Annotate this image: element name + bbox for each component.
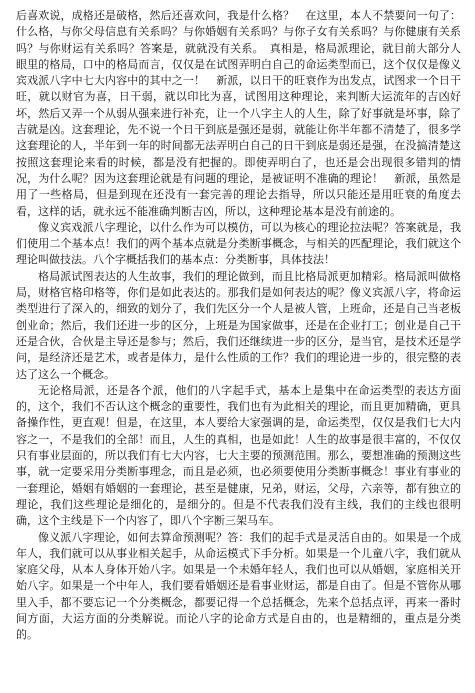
paragraph-5: 像义派八字理论，如何去算命预测呢？答：我们的起手式是灵活自由的。如果是一个成年人，我们就可以从事业相关起手，从命运模式下手分析。如果是一个儿童八字，我们就从家庭父母，从本人身体开始八字。如果是一个未婚年轻人，我们也可以从婚姻，家庭相关开始八字。如果是一个中年人，我们要看婚姻还是看事业财运，都是自由了。但是不管你从哪里入手，都不要忘记一个分类概念，都要记得一个总括概念，先来个总括点评，再来一番时间方面，大运方面的分类解说。而论八字的论命方式是自由的，也是精细的，重点是分类的。 [16, 530, 461, 642]
paragraph-4: 无论格局派，还是各个派，他们的八字起手式，基本上是集中在命运类型的表达方面的，这个，我们不否认这个概念的重要性，我们也有为此相关的理论，而且更加精确，更具备操作性，更直观！但是，在这里，本人要给大家强调的是，命运类型，仅仅是我们七大内容之一，不是我们的全部！而且，人生的真相，也是如此！人生的故事是很丰富的，不仅仅只有事业层面的，所以我们有七大内容，七大主要的预测范围。那么，要想准确的预测这些事，就一定要采用分类断事理念，而且是必须，也必须要使用分类断事概念！事业有事业的一套理论，婚姻有婚姻的一套理论，甚至是健康，兄弟，财运，父母，六亲等，都有独立的理论，我们这些理论是细化的，是细分的。但是不代表我们没有主线，我们的主线也很明确，这个主线是下一个内容了，即八个字断三架马车。 [16, 383, 461, 528]
paragraph-1: 后喜欢说，成格还是破格，然后还喜欢问，我是什么格？ 在这里，本人不禁要问一句了：什么格，与你父母信息有关系吗？与你婚姻有关系吗？与你子女有关系吗？与你健康有关系吗？与你财运有关系吗？答案是，就就没有关系。 真相是，格局派理论，就目前大部分人眼里的格局，口中的格局而言，仅仅是在试图弄明白自己的命运类型而已，这个仅仅是像义宾戏派八字中七大内容中的其中之一！ 新派，以日干的旺衰作为出发点，试图求一个日干旺，就以财官为喜，日干弱，就以印比为喜，试图用这种理论，来判断大运流年的吉凶好坏，然后又弄一个从弱从强来进行补充，让一个八字主人的人生，除了好事就是坏事，除了吉就是凶。这套理论，先不说一个日干到底是强还是弱，就能让你半年都不清楚了，很多学这套理论的人，半年到一年的时间都无法弄明白自己的日干到底是弱还是强，在没搞清楚这按照这套理论来看的时候，都是没有把握的。即使弄明白了，也还是会出现很多错判的情况，为什么呢？因为这套理论就是有问题的理论，是被证明不准确的理论！ 新派，虽然是用了一些格局，但是到现在还没有一套完善的理论去指导，所以只能还是用旺衰的角度去看，这样的话，就永远不能准确判断吉凶，所以，这种理论基本是没有前途的。 [16, 9, 461, 218]
paragraph-2: 像义宾戏派八字理论，以什么作为可以模仿，可以为核心的理论拉法呢？答案就是，我们使用二个基本点！我们的两个基本点就是分类断事概念，与相关的匹配理论，我们就这个理论叫做技法。八个字概括我们的基本点：分类断事，具体技法！ [16, 220, 461, 267]
paragraph-3: 格局派试图表达的人生故事，我们的理论做到，而且比格局派更加精彩。格局派叫做格局，财格官格印格等，你们是如此表达的。那我们是如何表达的呢？像义宾派八字，将命运类型进行了深入的，细致的划分了，我们先区分一个人是被人管，上班命，还是自己当老板创业命；然后，我们还进一步的区分，上班是为国家做事，还是在企业打工；创业是自己干还是合伙，合伙是主导还是参与；然后，我们还继续进一步的区分，是当官，是技术还是学问，是经济还是艺术，或者是体力，是什么性质的工作？我们的理论进一步的，很完整的表达了这么一个概念。 [16, 269, 461, 381]
